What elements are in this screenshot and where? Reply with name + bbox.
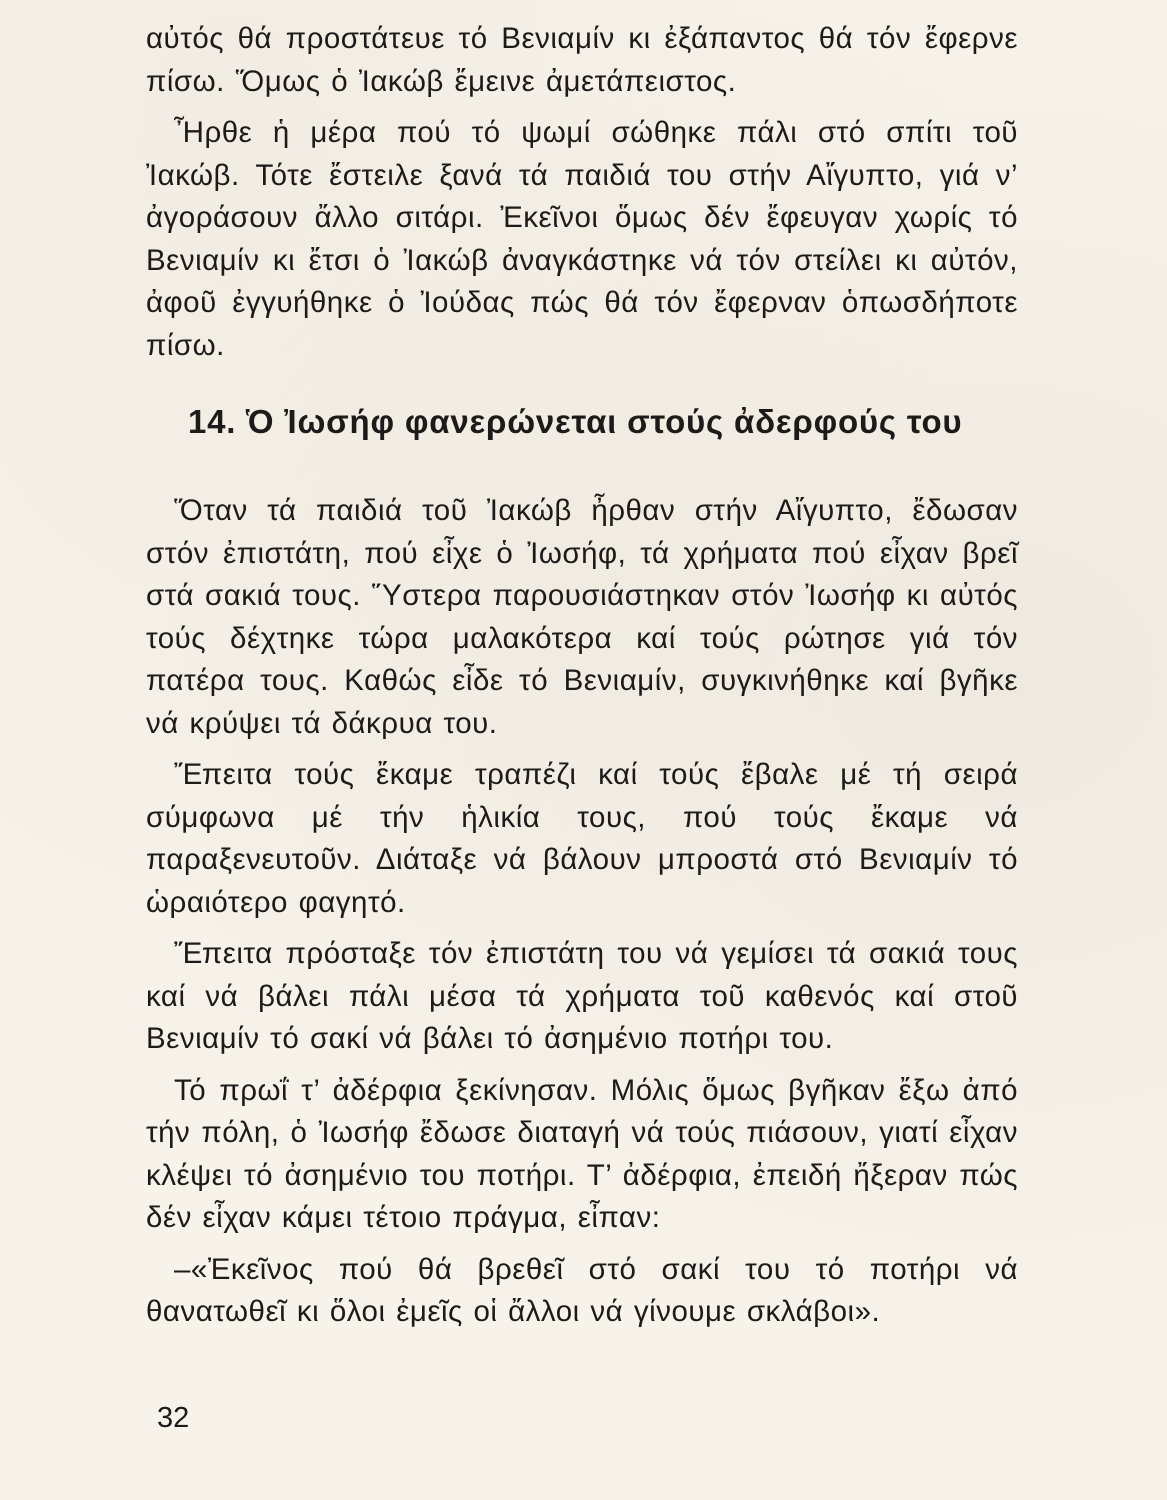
intro-text xyxy=(146,18,1018,367)
story-paragraph-2: Ἔπειτα τούς ἔκαμε τραπέζι καί τούς ἔβαλε μέ τή σειρά σύμφωνα μέ τήν ἡλικία τους, πού τούς ἔκαμε νά παραξενευτοῦν. Διάταξε νά βάλουν μπροστά στό Βενιαμίν τό ὡραιότερο φαγητό. xyxy=(146,758,1018,919)
story-paragraph-4: Τό πρωΐ τ’ ἀδέρφια ξεκίνησαν. Μόλις ὅμως βγῆκαν ἔξω ἀπό τήν πόλη, ὁ Ἰωσήφ ἔδωσε διαταγή νά τούς πιάσουν, γιατί εἶχαν κλέψει τό ἀσημένιο του ποτήρι. Τ’ ἀδέρφια, ἐπειδή ἤξεραν πώς δέν εἶχαν κάμει τέτοιο πράγμα, εἶπαν: xyxy=(146,1073,1018,1234)
intro-paragraph-2: Ἦρθε ἡ μέρα πού τό ψωμί σώθηκε πάλι στό σπίτι τοῦ Ἰακώβ. Τότε ἔστειλε ξανά τά παιδιά του στήν Αἴγυπτο, γιά ν’ ἀγοράσουν ἄλλο σιτάρι. Ἐκεῖνοι ὅμως δέν ἔφευγαν χωρίς τό Βενιαμίν κι ἔτσι ὁ Ἰακώβ ἀναγκάστηκε νά τόν στείλει κι αὐτόν, ἀφοῦ ἐγγυήθηκε ὁ Ἰούδας πώς θά τόν ἔφερναν ὁπωσδήποτε πίσω. xyxy=(146,116,1018,362)
page-number: 32 xyxy=(157,1402,190,1434)
story-paragraph-5: –«Ἐκεῖνος πού θά βρεθεῖ στό σακί του τό ποτήρι νά θανατωθεῖ κι ὅλοι ἐμεῖς οἱ ἄλλοι νά γίνουμε σκλάβοι». xyxy=(146,1252,1018,1328)
story-paragraph-1: Ὅταν τά παιδιά τοῦ Ἰακώβ ἦρθαν στήν Αἴγυπτο, ἔδωσαν στόν ἐπιστάτη, πού εἶχε ὁ Ἰωσήφ, τά χρήματα πού εἶχαν βρεῖ στά σακιά τους. Ὕστερα παρουσιάστηκαν στόν Ἰωσήφ κι αὐτός τούς δέχτηκε τώρα μαλακότερα καί τούς ρώτησε γιά τόν πατέρα τους. Καθώς εἶδε τό Βενιαμίν, συγκινήθηκε καί βγῆκε νά κρύψει τά δάκρυα του. xyxy=(146,494,1018,740)
chapter-heading: 14. Ὁ Ἰωσήφ φανερώνεται στούς ἀδερφούς του xyxy=(188,403,963,440)
chapter-body xyxy=(146,490,1018,1334)
story-paragraph-3: Ἔπειτα πρόσταξε τόν ἐπιστάτη του νά γεμίσει τά σακιά τους καί νά βάλει πάλι μέσα τά χρήματα τοῦ καθενός καί στοῦ Βενιαμίν τό σακί νά βάλει τό ἀσημένιο ποτήρι του. xyxy=(146,937,1018,1055)
intro-paragraph-1: αὐτός θά προστάτευε τό Βενιαμίν κι ἐξάπαντος θά τόν ἔφερνε πίσω. Ὅμως ὁ Ἰακώβ ἔμεινε ἀμετάπειστος. xyxy=(146,22,1018,98)
